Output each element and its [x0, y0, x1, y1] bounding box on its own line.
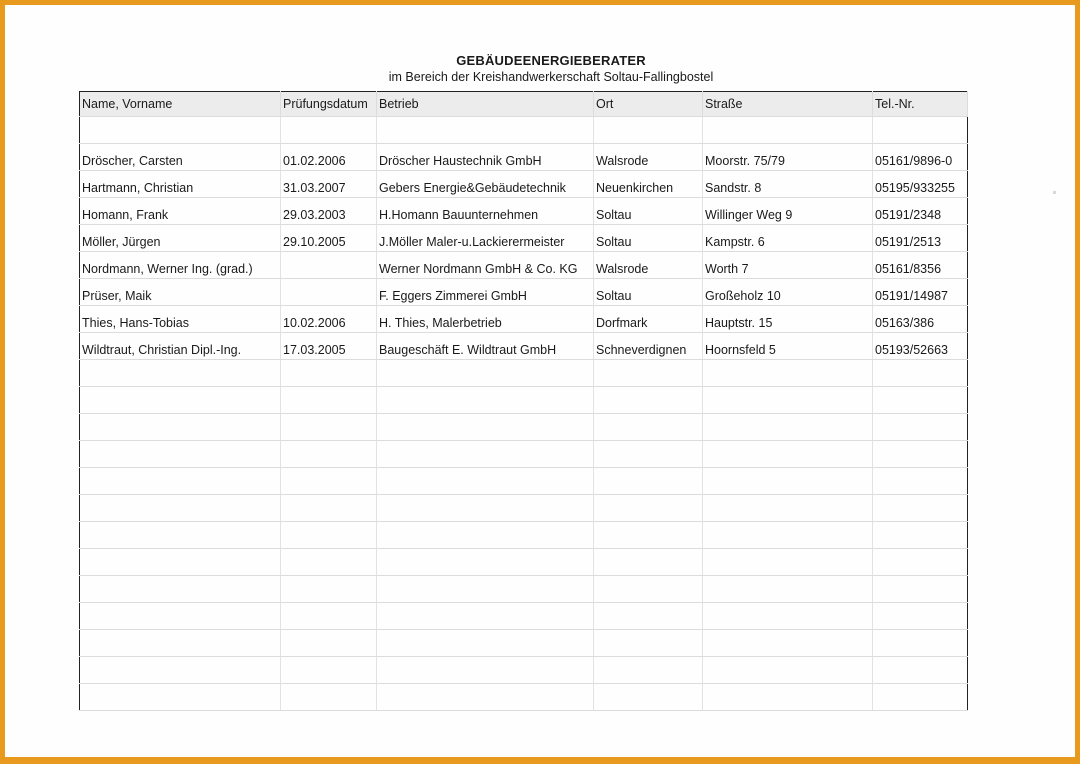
header-name: Name, Vorname [80, 92, 281, 117]
table-row [80, 333, 968, 360]
table-row [80, 306, 968, 333]
table-row-empty [80, 360, 968, 387]
cell-phone: 05193/52663 [873, 333, 968, 360]
cell-street: Willinger Weg 9 [703, 198, 873, 225]
cell-company: Gebers Energie&Gebäudetechnik [377, 171, 594, 198]
table-row-empty [80, 468, 968, 495]
scan-speck [1053, 191, 1056, 194]
cell-company: H.Homann Bauunternehmen [377, 198, 594, 225]
cell-name: Möller, Jürgen [80, 225, 281, 252]
cell-phone: 05161/8356 [873, 252, 968, 279]
cell-city: Schneverdignen [594, 333, 703, 360]
cell-phone: 05191/2348 [873, 198, 968, 225]
cell-date: 17.03.2005 [281, 333, 377, 360]
cell-name: Nordmann, Werner Ing. (grad.) [80, 252, 281, 279]
cell-date: 29.10.2005 [281, 225, 377, 252]
cell-city: Soltau [594, 279, 703, 306]
cell-street: Kampstr. 6 [703, 225, 873, 252]
header-phone: Tel.-Nr. [873, 92, 968, 117]
cell-phone: 05191/2513 [873, 225, 968, 252]
header-street: Straße [703, 92, 873, 117]
document-page [5, 5, 1075, 757]
table-row-empty [80, 657, 968, 684]
cell-city: Walsrode [594, 144, 703, 171]
cell-street: Moorstr. 75/79 [703, 144, 873, 171]
table-row-empty [80, 387, 968, 414]
table-row [80, 225, 968, 252]
header-company: Betrieb [377, 92, 594, 117]
cell-date [281, 279, 377, 306]
cell-name: Prüser, Maik [80, 279, 281, 306]
cell-company: H. Thies, Malerbetrieb [377, 306, 594, 333]
cell-company: Dröscher Haustechnik GmbH [377, 144, 594, 171]
cell-name: Hartmann, Christian [80, 171, 281, 198]
cell-city: Soltau [594, 225, 703, 252]
cell-name: Dröscher, Carsten [80, 144, 281, 171]
cell-street: Worth 7 [703, 252, 873, 279]
cell-city: Dorfmark [594, 306, 703, 333]
cell-street: Hauptstr. 15 [703, 306, 873, 333]
cell-phone: 05161/9896-0 [873, 144, 968, 171]
cell-date [281, 252, 377, 279]
table-row-empty [80, 414, 968, 441]
cell-date: 10.02.2006 [281, 306, 377, 333]
cell-city: Neuenkirchen [594, 171, 703, 198]
cell-phone: 05195/933255 [873, 171, 968, 198]
cell-city: Soltau [594, 198, 703, 225]
cell-phone: 05163/386 [873, 306, 968, 333]
header-date: Prüfungsdatum [281, 92, 377, 117]
cell-company: Baugeschäft E. Wildtraut GmbH [377, 333, 594, 360]
advisor-table [79, 91, 968, 711]
table-row [80, 144, 968, 171]
cell-street: Hoornsfeld 5 [703, 333, 873, 360]
table-row-empty [80, 549, 968, 576]
cell-company: F. Eggers Zimmerei GmbH [377, 279, 594, 306]
table-row-empty [80, 684, 968, 711]
cell-date: 01.02.2006 [281, 144, 377, 171]
table-row-empty [80, 441, 968, 468]
table-row-empty [80, 522, 968, 549]
table-row [80, 279, 968, 306]
header-city: Ort [594, 92, 703, 117]
table-row-empty [80, 603, 968, 630]
cell-date: 29.03.2003 [281, 198, 377, 225]
table-header-row [80, 92, 968, 117]
cell-name: Wildtraut, Christian Dipl.-Ing. [80, 333, 281, 360]
cell-company: J.Möller Maler-u.Lackierermeister [377, 225, 594, 252]
table-row [80, 198, 968, 225]
cell-date: 31.03.2007 [281, 171, 377, 198]
table-row-blank [80, 117, 968, 144]
table-row [80, 252, 968, 279]
cell-street: Großeholz 10 [703, 279, 873, 306]
cell-name: Homann, Frank [80, 198, 281, 225]
cell-phone: 05191/14987 [873, 279, 968, 306]
table-row-empty [80, 576, 968, 603]
cell-city: Walsrode [594, 252, 703, 279]
cell-name: Thies, Hans-Tobias [80, 306, 281, 333]
cell-company: Werner Nordmann GmbH & Co. KG [377, 252, 594, 279]
document-title: GEBÄUDEENERGIEBERATER [456, 53, 646, 68]
table-row [80, 171, 968, 198]
table-row-empty [80, 630, 968, 657]
document-subtitle: im Bereich der Kreishandwerkerschaft Soltau-Fallingbostel [388, 70, 714, 84]
table-row-empty [80, 495, 968, 522]
cell-street: Sandstr. 8 [703, 171, 873, 198]
